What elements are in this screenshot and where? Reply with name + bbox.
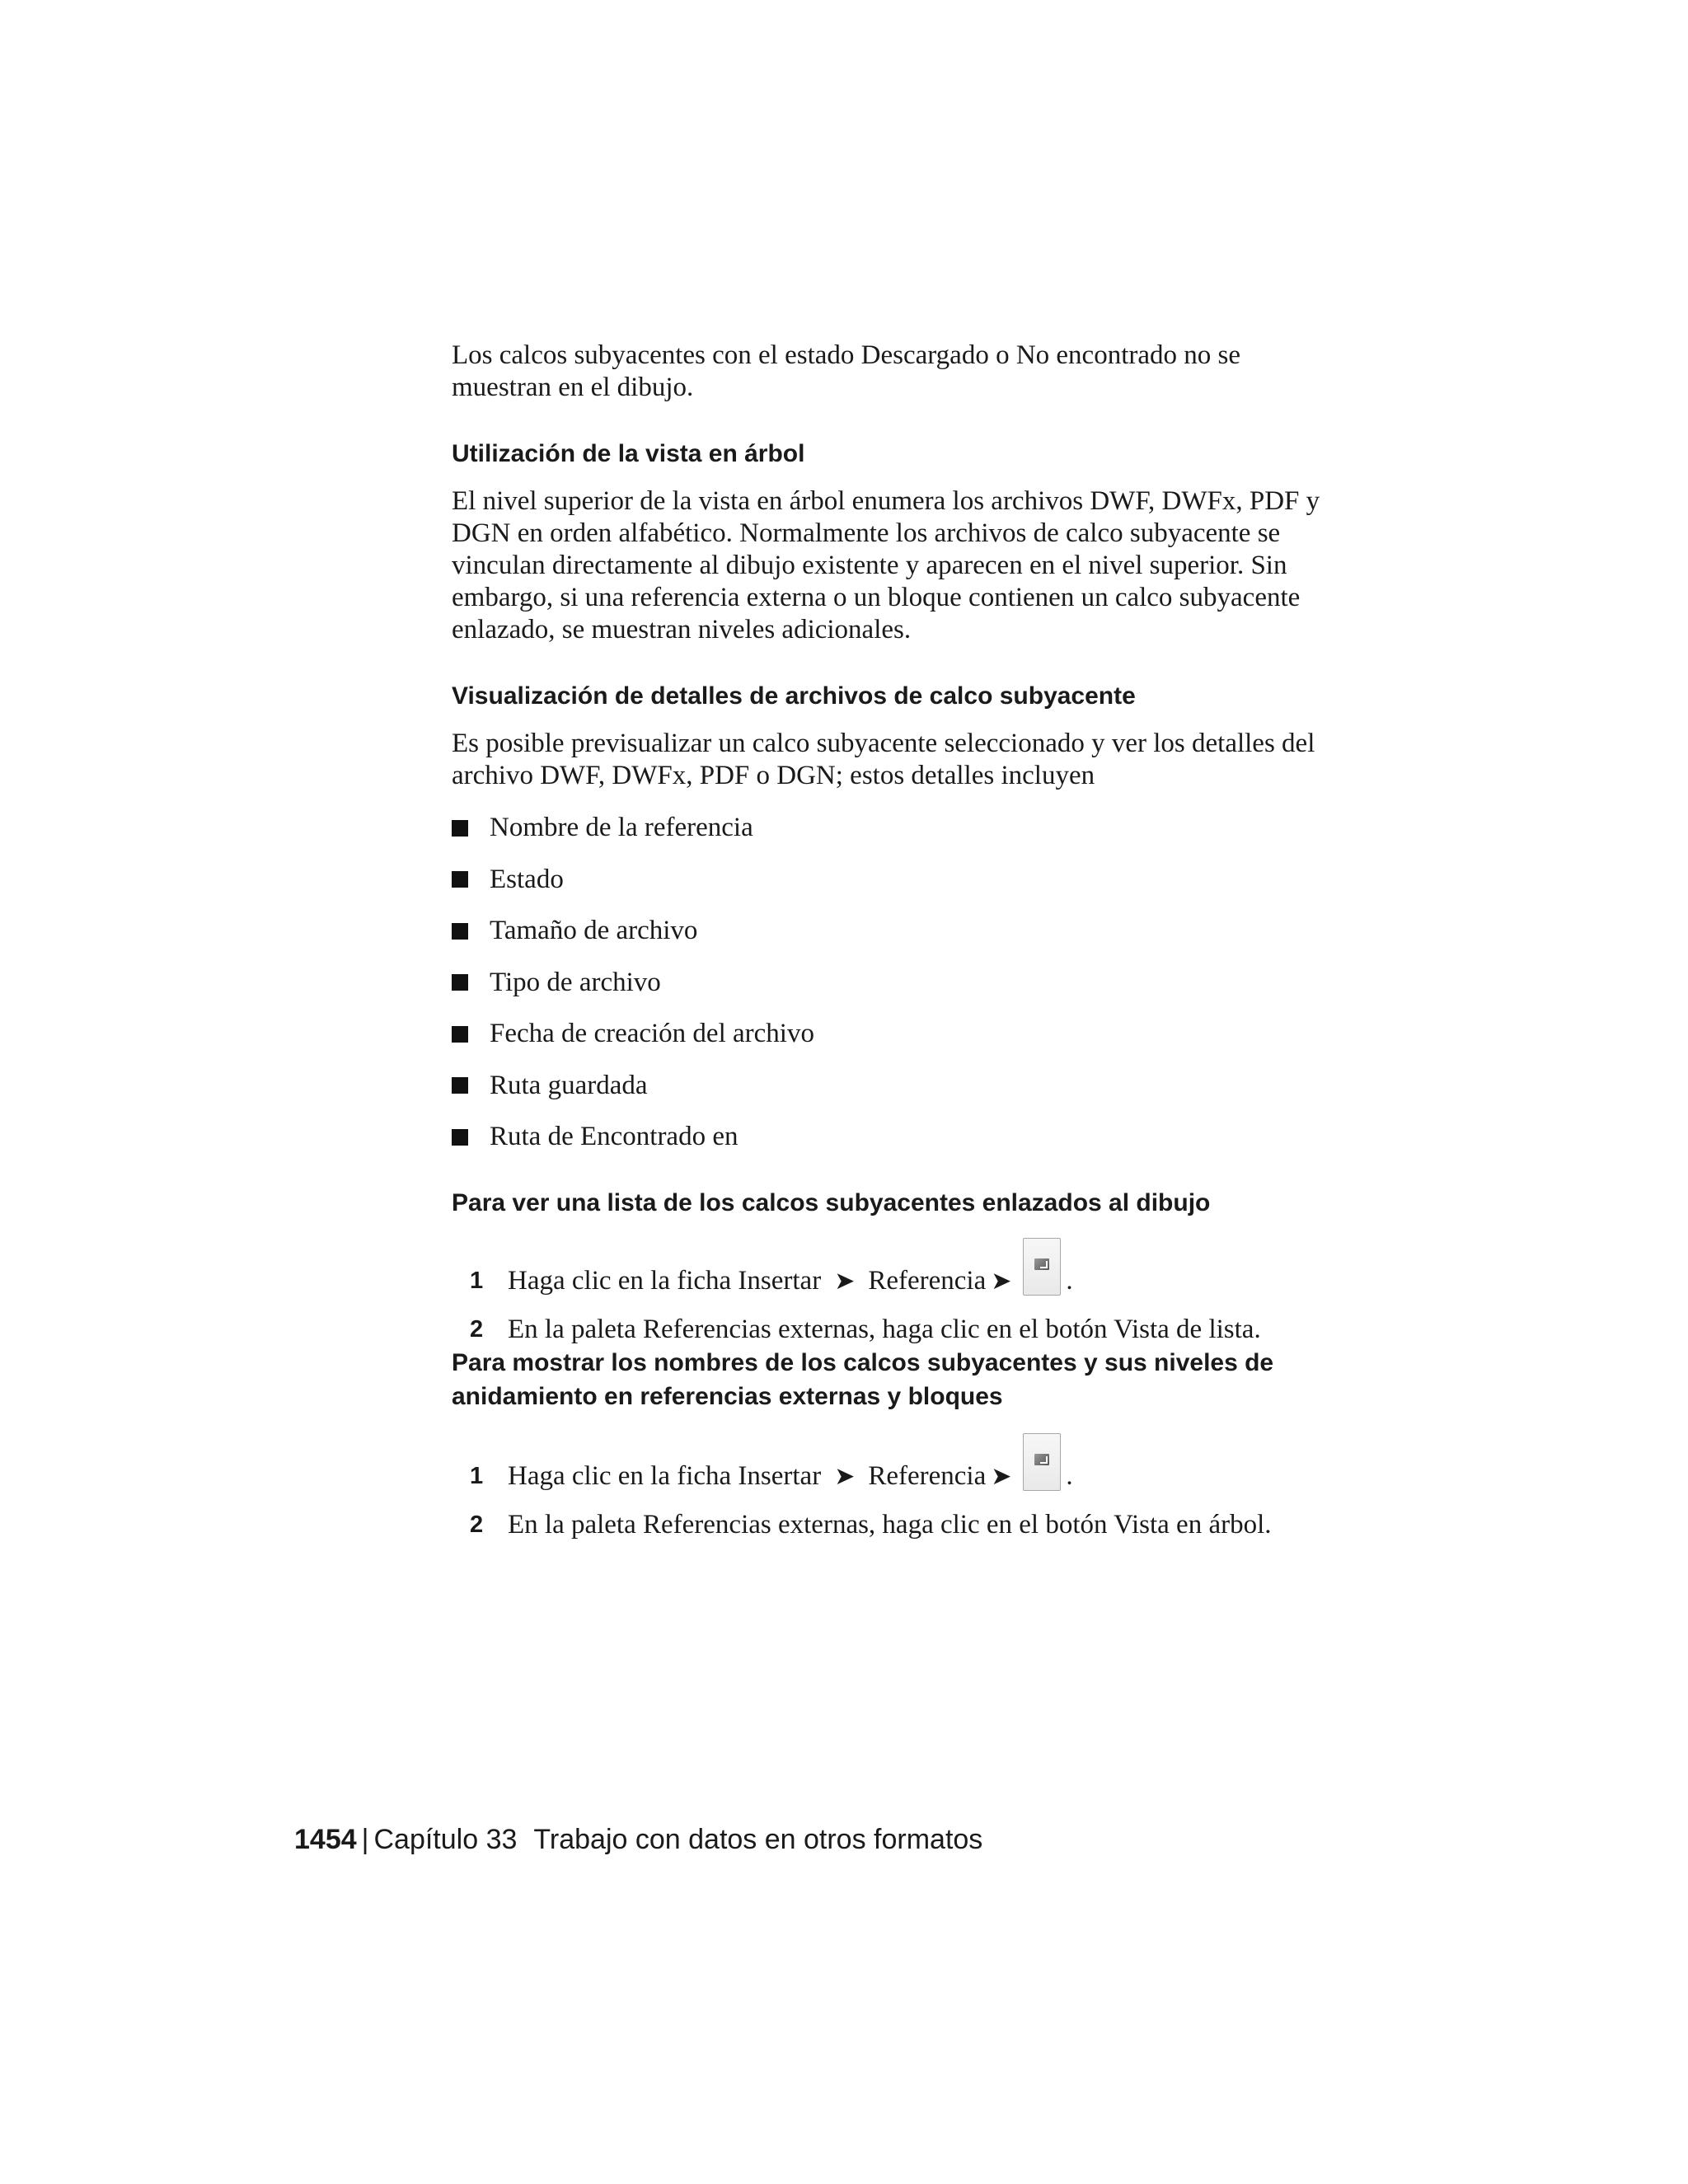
square-bullet-icon <box>452 820 468 837</box>
page-content <box>452 340 1342 1541</box>
arrow-right-icon: ➤ <box>834 1462 856 1491</box>
list-item: Ruta guardada <box>452 1070 1342 1102</box>
square-bullet-icon <box>452 1129 468 1146</box>
intro-paragraph: Los calcos subyacentes con el estado Descargado o No encontrado no se muestran en el dibujo. <box>452 340 1240 402</box>
list-item: Nombre de la referencia <box>452 812 1342 844</box>
list-item: Estado <box>452 864 1342 896</box>
tree-view-paragraph: El nivel superior de la vista en árbol enumera los archivos DWF, DWFx, PDF y DGN en orden alfabético. Normalmente los archivos de calco subyacente se vinculan directamente al dibujo existente y aparecen en el nivel superior. Sin embargo, si una referencia externa o un bloque contienen un calco subyacente enlazado, se muestran niveles adicionales. <box>452 486 1320 644</box>
heading-tree-view-procedure: Para mostrar los nombres de los calcos subyacentes y sus niveles de anidamiento en referencias externas y bloques <box>452 1349 1274 1410</box>
external-references-palette-icon[interactable] <box>1023 1433 1061 1491</box>
page-footer: 1454 | Capítulo 33 Trabajo con datos en otros formatos <box>294 1824 983 1855</box>
external-references-palette-icon[interactable] <box>1023 1238 1061 1296</box>
step-item: 1 Haga clic en la ficha Insertar ➤ Referencia ➤ . <box>452 1430 1342 1493</box>
step-item: 1 Haga clic en la ficha Insertar ➤ Referencia ➤ . <box>452 1235 1342 1297</box>
arrow-right-icon: ➤ <box>991 1267 1012 1296</box>
square-bullet-icon <box>452 923 468 940</box>
square-bullet-icon <box>452 1026 468 1043</box>
list-item: Fecha de creación del archivo <box>452 1018 1342 1050</box>
list-item: Tamaño de archivo <box>452 915 1342 947</box>
list-item: Tipo de archivo <box>452 967 1342 999</box>
chapter-title: Trabajo con datos en otros formatos <box>533 1824 983 1855</box>
chapter-label: Capítulo 33 <box>373 1824 518 1855</box>
square-bullet-icon <box>452 1077 468 1094</box>
heading-tree-view: Utilización de la vista en árbol <box>452 440 805 467</box>
arrow-right-icon: ➤ <box>991 1462 1012 1491</box>
heading-file-details: Visualización de detalles de archivos de calco subyacente <box>452 682 1136 710</box>
arrow-right-icon: ➤ <box>834 1267 856 1296</box>
step-item: 2 En la paleta Referencias externas, haga clic en el botón Vista de lista. <box>470 1315 1261 1344</box>
step-item: 2 En la paleta Referencias externas, haga clic en el botón Vista en árbol. <box>470 1510 1272 1540</box>
details-list <box>452 812 1342 1153</box>
list-item: Ruta de Encontrado en <box>452 1121 1342 1153</box>
square-bullet-icon <box>452 974 468 991</box>
list-view-steps <box>452 1235 1342 1346</box>
heading-list-view-procedure: Para ver una lista de los calcos subyacentes enlazados al dibujo <box>452 1189 1211 1216</box>
file-details-paragraph: Es posible previsualizar un calco subyacente seleccionado y ver los detalles del archivo DWF, DWFx, PDF o DGN; estos detalles incluyen <box>452 729 1315 790</box>
tree-view-steps <box>452 1430 1342 1541</box>
page-number: 1454 <box>294 1824 357 1855</box>
square-bullet-icon <box>452 871 468 888</box>
